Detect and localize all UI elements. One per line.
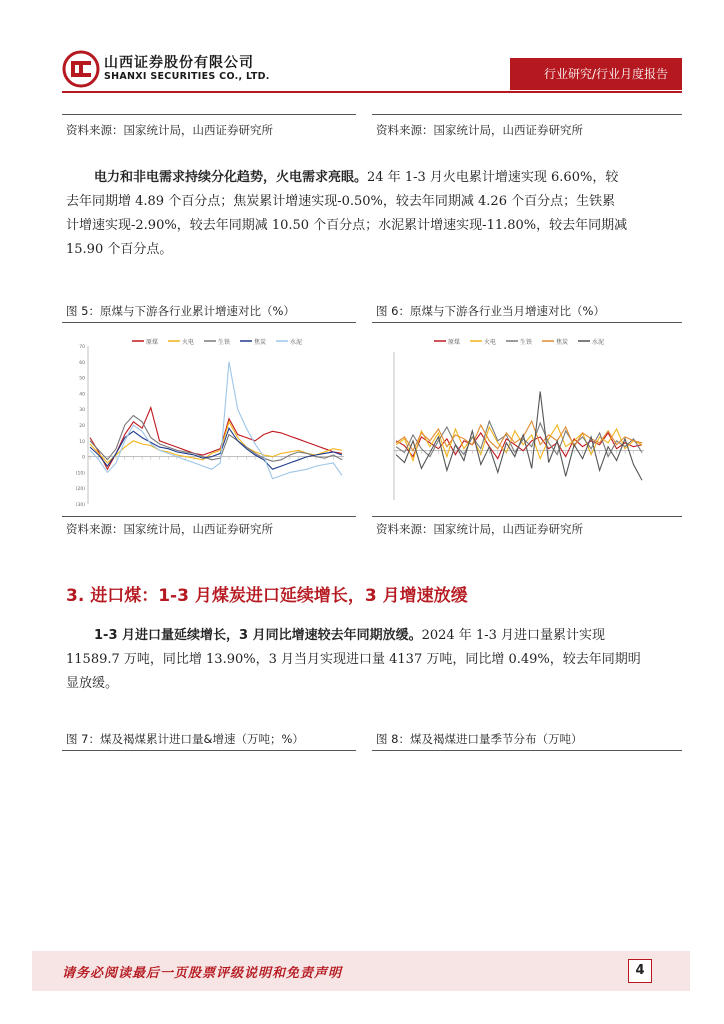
legend-label: 生铁 <box>520 339 533 346</box>
page-number: 4 <box>628 959 652 983</box>
paragraph-line: 显放缓。 <box>66 676 119 691</box>
figure5-chart <box>62 328 356 514</box>
sxsec-logo-icon <box>62 50 100 88</box>
report-type-label: 行业研究/行业月度报告 <box>543 67 668 81</box>
legend-label: 生铁 <box>218 339 231 346</box>
section-title-import-coal: 3. 进口煤：1-3 月煤炭进口延续增长，3 月增速放缓 <box>66 586 468 606</box>
paragraph-line: 去年同期增 4.89 个百分点；焦炭累计增速实现-0.50%，较去年同期减 4.26 个百分点；生铁累 <box>66 194 616 209</box>
paragraph-line: 15.90 个百分点。 <box>66 242 173 257</box>
legend-label: 原煤 <box>146 339 159 346</box>
figure7-title: 图 7：煤及褐煤累计进口量&增速（万吨；%） <box>66 732 304 746</box>
y-tick-label: (10) <box>75 471 85 477</box>
y-tick-label: 70 <box>79 345 85 350</box>
figure5-title: 图 5：原煤与下游各行业累计增速对比（%） <box>66 304 295 318</box>
paragraph-lead: 电力和非电需求持续分化趋势，火电需求亮眼。 <box>94 170 368 185</box>
figure8-top-rule <box>372 750 682 751</box>
figure6-bottom-rule <box>372 516 682 517</box>
paragraph-line: 计增速实现-2.90%，较去年同期减 10.50 个百分点；水泥累计增速实现-11.80%，较去年同期减 <box>66 218 628 233</box>
paragraph-lead: 1-3 月进口量延续增长，3 月同比增速较去年同期放缓。 <box>94 628 422 643</box>
legend-label: 原煤 <box>448 339 461 346</box>
legend-label: 水泥 <box>290 339 303 346</box>
figure6-title: 图 6：原煤与下游各行业当月增速对比（%） <box>376 304 605 318</box>
company-name-cn: 山西证券股份有限公司 <box>104 55 254 71</box>
figure5-bottom-rule <box>62 516 356 517</box>
figure6-chart <box>372 328 682 514</box>
y-tick-label: (20) <box>75 487 85 493</box>
figure5-source: 资料来源：国家统计局，山西证券研究所 <box>66 522 273 536</box>
series-line-5 <box>90 362 342 479</box>
source-note-right: 资料来源：国家统计局，山西证券研究所 <box>376 123 583 137</box>
figure-top-rule-right <box>372 322 682 323</box>
legend-label: 焦炭 <box>254 339 267 346</box>
series-line-1 <box>90 408 342 470</box>
legend-label: 火电 <box>484 339 497 346</box>
y-tick-label: 0 <box>82 455 85 461</box>
paragraph-power-demand <box>94 166 684 190</box>
y-tick-label: 30 <box>79 408 85 414</box>
header-rule <box>62 91 682 93</box>
figure-bottom-rule-right <box>372 114 682 115</box>
y-tick-label: (30) <box>75 503 85 508</box>
company-name-en: SHANXI SECURITIES CO., LTD. <box>104 71 270 82</box>
figure-top-rule-left <box>62 322 356 323</box>
paragraph-line: 11589.7 万吨，同比增 13.90%，3 月当月实现进口量 4137 万吨，同比增 0.49%，较去年同期明 <box>66 652 641 667</box>
y-tick-label: 10 <box>79 439 85 445</box>
figure-bottom-rule-left <box>62 114 356 115</box>
y-tick-label: 40 <box>79 392 85 398</box>
footer-disclaimer: 请务必阅读最后一页股票评级说明和免责声明 <box>62 966 343 981</box>
y-tick-label: 60 <box>79 360 85 366</box>
y-tick-label: 20 <box>79 424 85 429</box>
legend-label: 焦炭 <box>556 339 569 346</box>
figure6-source: 资料来源：国家统计局，山西证券研究所 <box>376 522 583 536</box>
report-type-banner <box>510 58 682 90</box>
y-tick-label: 50 <box>79 376 85 382</box>
paragraph-import <box>94 624 684 648</box>
paragraph-line: 2024 年 1-3 月进口量累计实现 <box>421 628 606 643</box>
legend-label: 水泥 <box>592 339 605 346</box>
source-note-left: 资料来源：国家统计局，山西证券研究所 <box>66 123 273 137</box>
figure8-title: 图 8：煤及褐煤进口量季节分布（万吨） <box>376 732 583 746</box>
legend-label: 火电 <box>182 339 195 346</box>
figure7-top-rule <box>62 750 356 751</box>
paragraph-line: 24 年 1-3 月火电累计增速实现 6.60%，较 <box>367 170 619 185</box>
